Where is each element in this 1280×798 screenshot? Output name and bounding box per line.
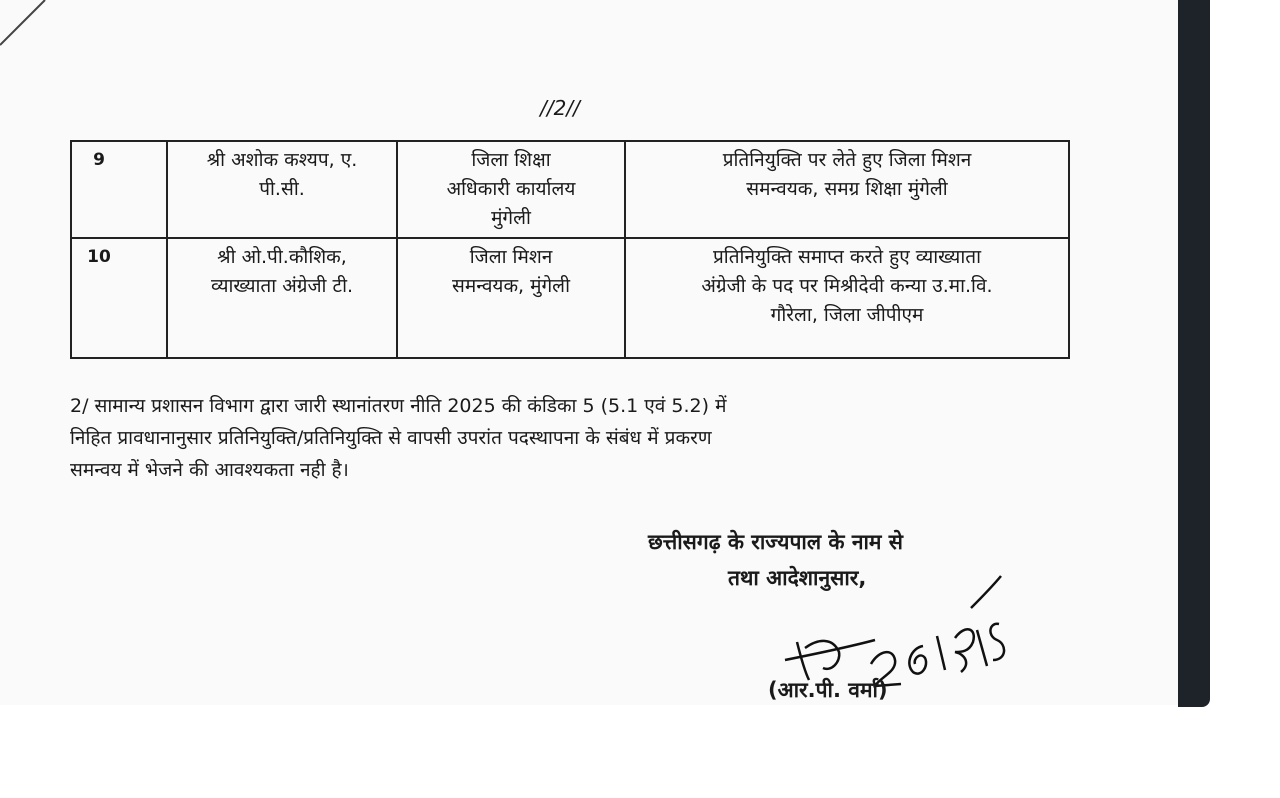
cell-text: श्री अशोक कश्यप, ए.	[206, 149, 358, 171]
employee-name-cell	[167, 238, 397, 358]
remark-cell	[625, 141, 1069, 238]
paragraph-line: निहित प्रावधानानुसार प्रतिनियुक्ति/प्रतिनियुक्ति से वापसी उपरांत पदस्थापना के संबंध में प्रकरण	[70, 427, 712, 449]
cell-text: प्रतिनियुक्ति समाप्त करते हुए व्याख्याता	[713, 246, 981, 268]
table-row	[71, 141, 1069, 238]
cell-text: व्याख्याता अंग्रेजी टी.	[210, 275, 354, 297]
policy-paragraph	[70, 390, 1070, 486]
employee-name-cell	[167, 141, 397, 238]
cell-text: समन्वयक, समग्र शिक्षा मुंगेली	[746, 178, 948, 200]
office-cell	[397, 141, 625, 238]
serial-number-cell: 9	[71, 141, 167, 238]
cell-text: पी.सी.	[259, 178, 305, 200]
cell-text: श्री ओ.पी.कौशिक,	[217, 246, 347, 268]
cell-text: अंग्रेजी के पद पर मिश्रीदेवी कन्या उ.मा.वि.	[701, 275, 993, 297]
cell-text: जिला शिक्षा	[471, 149, 551, 171]
cell-text: अधिकारी कार्यालय	[446, 178, 576, 200]
cell-text: मुंगेली	[491, 207, 531, 229]
cell-text: समन्वयक, मुंगेली	[451, 275, 570, 297]
governor-authority-line: छत्तीसगढ़ के राज्यपाल के नाम से	[648, 530, 903, 554]
order-authority-line: तथा आदेशानुसार,	[728, 566, 867, 590]
cell-text: प्रतिनियुक्ति पर लेते हुए जिला मिशन	[722, 149, 972, 171]
cell-text: गौरेला, जिला जीपीएम	[770, 304, 924, 326]
signatory-name: (आर.पी. वर्मा)	[768, 678, 888, 702]
remark-cell	[625, 238, 1069, 358]
page-number: //2//	[540, 96, 580, 120]
transfer-order-table	[70, 140, 1070, 359]
table-row	[71, 238, 1069, 358]
paragraph-line: समन्वय में भेजने की आवश्यकता नही है।	[70, 459, 349, 481]
cell-text: जिला मिशन	[469, 246, 553, 268]
serial-number-cell: 10	[71, 238, 167, 358]
page-corner-fold	[0, 0, 60, 60]
viewer-side-bar	[1178, 0, 1210, 707]
paragraph-line: 2/ सामान्य प्रशासन विभाग द्वारा जारी स्थानांतरण नीति 2025 की कंडिका 5 (5.1 एवं 5.2) में	[70, 395, 727, 417]
office-cell	[397, 238, 625, 358]
